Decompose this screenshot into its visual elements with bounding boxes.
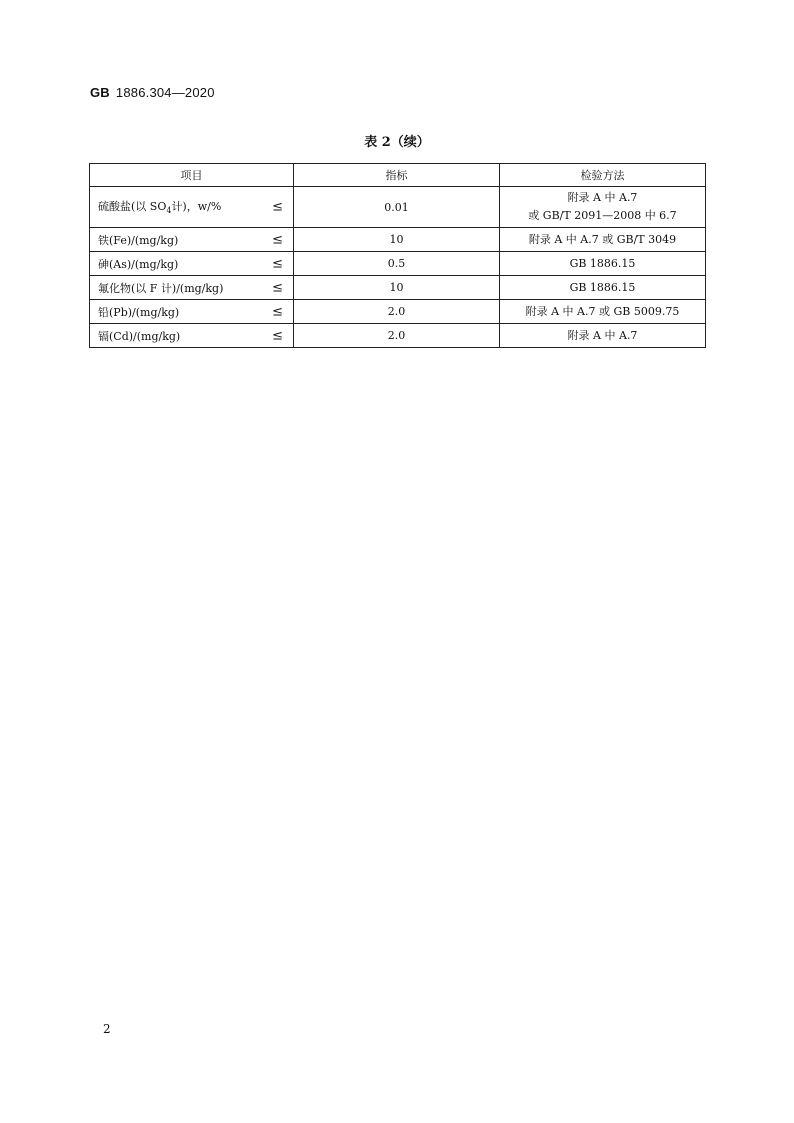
item-label: 镉(Cd)/(mg/kg) (98, 329, 181, 343)
operator-le: ≤ (272, 199, 283, 215)
table-row (90, 228, 706, 252)
operator-le: ≤ (272, 304, 283, 319)
item-cell (90, 187, 294, 228)
value-cell: 10 (294, 228, 500, 252)
operator-le: ≤ (272, 232, 283, 247)
value-cell: 2.0 (294, 324, 500, 348)
item-label: 铅(Pb)/(mg/kg) (98, 305, 180, 319)
table-row (90, 324, 706, 348)
value-cell: 10 (294, 276, 500, 300)
column-header-item: 项目 (90, 164, 294, 187)
table-row (90, 300, 706, 324)
column-header-method: 检验方法 (500, 164, 706, 187)
item-cell (90, 300, 294, 324)
standard-number: 1886.304—2020 (115, 85, 215, 100)
item-label: 铁(Fe)/(mg/kg) (98, 233, 179, 247)
column-header-index: 指标 (294, 164, 500, 187)
method-line: 附录 A 中 A.7 (567, 191, 638, 204)
document-header (90, 85, 215, 100)
item-cell (90, 252, 294, 276)
table-row (90, 252, 706, 276)
item-subscript: 4 (166, 206, 172, 216)
item-cell (90, 228, 294, 252)
operator-le: ≤ (272, 280, 283, 295)
standard-code: GB (90, 85, 110, 100)
method-line: 或 GB/T 2091—2008 中 6.7 (528, 209, 677, 222)
value-cell: 2.0 (294, 300, 500, 324)
item-label: 氟化物(以 F 计)/(mg/kg) (98, 281, 224, 295)
table-title: 表 2（续） (364, 135, 430, 150)
value-cell: 0.01 (294, 187, 500, 228)
operator-le: ≤ (272, 328, 283, 343)
method-cell: 附录 A 中 A.7 或 GB 5009.75 (500, 300, 706, 324)
value-cell: 0.5 (294, 252, 500, 276)
item-label: 硫酸盐(以 SO (98, 200, 167, 214)
method-cell: 附录 A 中 A.7 或 GB/T 3049 (500, 228, 706, 252)
method-cell: GB 1886.15 (500, 276, 706, 300)
item-label-suffix: 计)，w/% (171, 200, 222, 214)
operator-le: ≤ (272, 256, 283, 271)
method-cell (500, 187, 706, 228)
table-row (90, 276, 706, 300)
item-cell (90, 276, 294, 300)
item-cell (90, 324, 294, 348)
table-row (90, 187, 706, 228)
item-label: 砷(As)/(mg/kg) (98, 257, 179, 271)
spec-table (89, 163, 706, 348)
method-cell: 附录 A 中 A.7 (500, 324, 706, 348)
table-header-row (90, 164, 706, 187)
method-cell: GB 1886.15 (500, 252, 706, 276)
page-number: 2 (103, 1022, 111, 1036)
